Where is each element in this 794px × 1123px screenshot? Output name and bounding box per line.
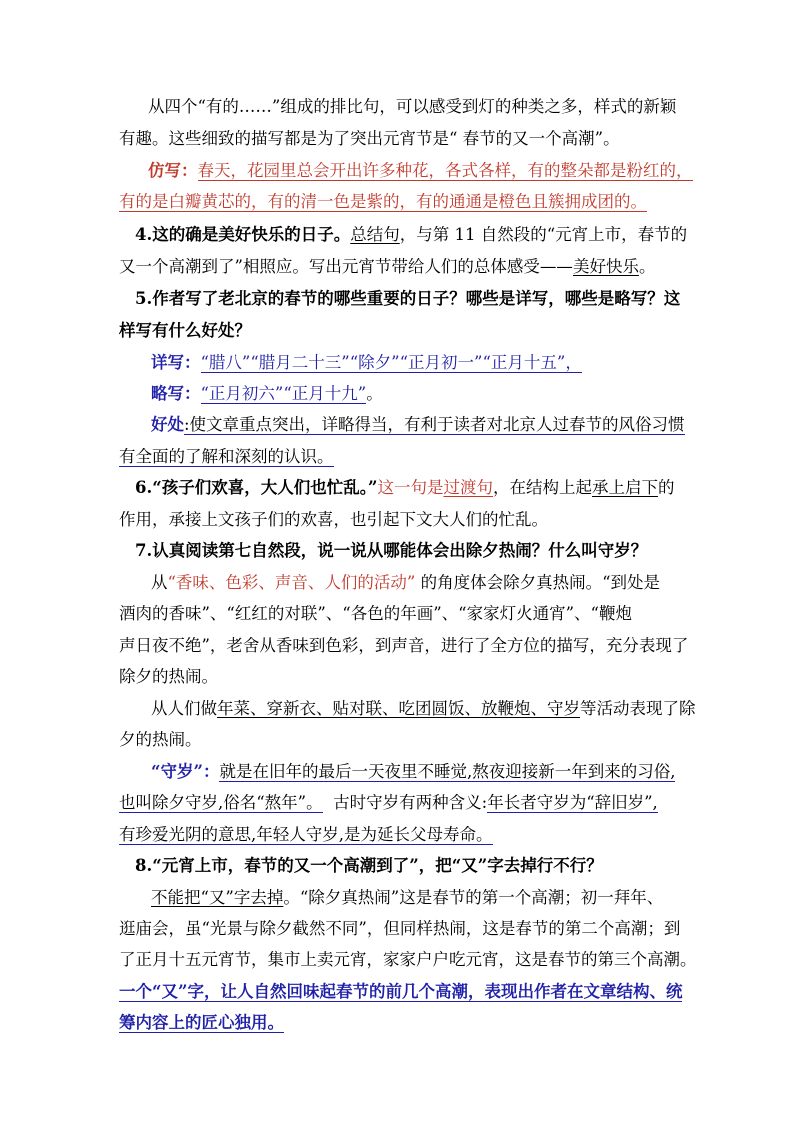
answer-text: 从人们做 — [151, 699, 217, 718]
conclusion-text: 一个“又”字，让人自然回味起春节的前几个高潮，表现出作者在文章结构、统 — [119, 982, 683, 1001]
shousui-text: 年长者守岁为“辞旧岁”, — [487, 793, 658, 812]
imitation-line-2 — [119, 191, 647, 213]
paragraph-line: 有趣。这些细致的描写都是为了突出元宵节是“ 春节的又一个高潮”。 — [119, 129, 620, 148]
question-5-title: 5.作者写了老北京的春节的哪些重要的日子？哪些是详写，哪些是略写？这 — [135, 289, 681, 308]
question-4-text: 又一个高潮到了”相照应。写出元宵节带给人们的总体感受—— — [119, 257, 573, 276]
answer-line: 夕的热闹。 — [119, 730, 202, 749]
imitation-line-1 — [148, 160, 693, 182]
answer-keyword: 承上启下 — [591, 478, 658, 497]
question-6-title: 6.“孩子们欢喜，大人们也忙乱。” — [135, 478, 378, 497]
question-6-text: 这一句是 — [377, 478, 444, 497]
answer-line: 了正月十五元宵节，集市上卖元宵，家家户户吃元宵，这是春节的第三个高潮。 — [119, 950, 697, 969]
answer-text: 。“除夕真热闹”这是春节的第一个高潮；初一拜年、 — [283, 888, 664, 907]
brief-label: 略写： — [151, 384, 201, 403]
question-4-title: 4.这的确是美好快乐的日子。 — [135, 225, 351, 244]
question-8-title: 8.“元宵上市，春节的又一个高潮到了”，把“又”字去掉行不行？ — [135, 856, 603, 875]
answer-keyword: 不能把“又”字去掉 — [151, 888, 284, 907]
brief-line — [151, 383, 383, 405]
question-4-line-1 — [135, 224, 687, 246]
answer-line — [151, 698, 696, 720]
detail-text: “腊八”“腊月二十三”“除夕”“正月初一”“正月十五”， — [200, 353, 582, 372]
answer-text: 等活动表现了除 — [580, 699, 696, 718]
brief-text: “正月初六”“正月十九” — [200, 384, 367, 403]
punctuation: 。 — [638, 257, 656, 276]
punctuation: 。 — [366, 384, 383, 403]
benefit-text: 有全面的了解和深刻的认识。 — [119, 447, 334, 466]
answer-line — [151, 887, 663, 909]
conclusion-line-2 — [119, 1012, 284, 1034]
answer-line: 逛庙会，虽“光景与除夕截然不同”，但同样热闹，这是春节的第二个高潮；到 — [119, 919, 681, 938]
benefit-text: :使文章重点突出，详略得当，有利于读者对北京人过春节的风俗习惯 — [184, 415, 685, 434]
answer-text: 的角度体会除夕真热闹。“到处是 — [415, 573, 661, 592]
benefit-line-2 — [119, 446, 334, 468]
activity-list: 年菜、穿新衣、贴对联、吃团圆饭、放鞭炮、守岁 — [217, 699, 580, 718]
answer-highlight: “香味、色彩、声音、人们的活动” — [167, 573, 416, 592]
benefit-label: 好处 — [151, 415, 184, 434]
imitation-label: 仿写： — [148, 161, 198, 180]
shousui-text: 就是在旧年的最后一天夜里不睡觉,熬夜迎接新一年到来的习俗, — [219, 762, 676, 781]
question-6-line-1 — [135, 477, 674, 499]
question-6-text: ，在结构上起 — [492, 478, 592, 497]
answer-line: 除夕的热闹。 — [119, 667, 218, 686]
shousui-text: 古时守岁有两种含义: — [333, 793, 488, 812]
imitation-text: 春天，花园里总会开出许多种花，各式各样，有的整朵都是粉红的， — [197, 161, 693, 180]
answer-text: 从 — [151, 573, 168, 592]
shousui-label: “守岁”： — [151, 762, 220, 781]
answer-line — [151, 572, 660, 594]
question-4-text: ，与第 11 自然段的“元宵上市，春节的 — [399, 225, 688, 244]
shousui-line-1 — [151, 761, 675, 783]
detail-line — [151, 352, 582, 374]
question-4-line-2 — [119, 256, 655, 278]
shousui-text: 有珍爱光阴的意思,年轻人守岁,是为延长父母寿命。 — [119, 825, 493, 844]
question-7-title: 7.认真阅读第七自然段，说一说从哪能体会出除夕热闹？什么叫守岁？ — [135, 541, 648, 560]
answer-line: 酒肉的香味”、“红红的对联”、“各色的年画”、“家家灯火通宵”、“鞭炮 — [119, 604, 632, 623]
answer-line: 声日夜不绝”，老舍从香味到色彩，到声音，进行了全方位的描写，充分表现了 — [119, 636, 689, 655]
question-6-line-2: 作用，承接上文孩子们的欢喜，也引起下文大人们的忙乱。 — [119, 510, 548, 529]
answer-keyword: 美好快乐 — [572, 257, 639, 276]
conclusion-line-1 — [119, 981, 682, 1003]
paragraph-line: 从四个“有的……”组成的排比句，可以感受到灯的种类之多，样式的新颖 — [148, 97, 677, 116]
shousui-text: 也叫除夕守岁,俗名“熬年”。 — [119, 793, 323, 812]
conclusion-text: 筹内容上的匠心独用。 — [119, 1013, 284, 1032]
answer-keyword: 过渡句 — [443, 478, 493, 497]
shousui-line-2 — [119, 792, 658, 814]
question-6-text: 的 — [657, 478, 675, 497]
imitation-text: 有的是白瓣黄芯的，有的清一色是紫的，有的通通是橙色且簇拥成团的。 — [119, 192, 647, 211]
answer-keyword: 总结句 — [350, 225, 400, 244]
benefit-line-1 — [151, 414, 685, 436]
shousui-line-3 — [119, 824, 493, 846]
detail-label: 详写： — [151, 353, 201, 372]
question-5-title: 样写有什么好处？ — [119, 321, 251, 340]
